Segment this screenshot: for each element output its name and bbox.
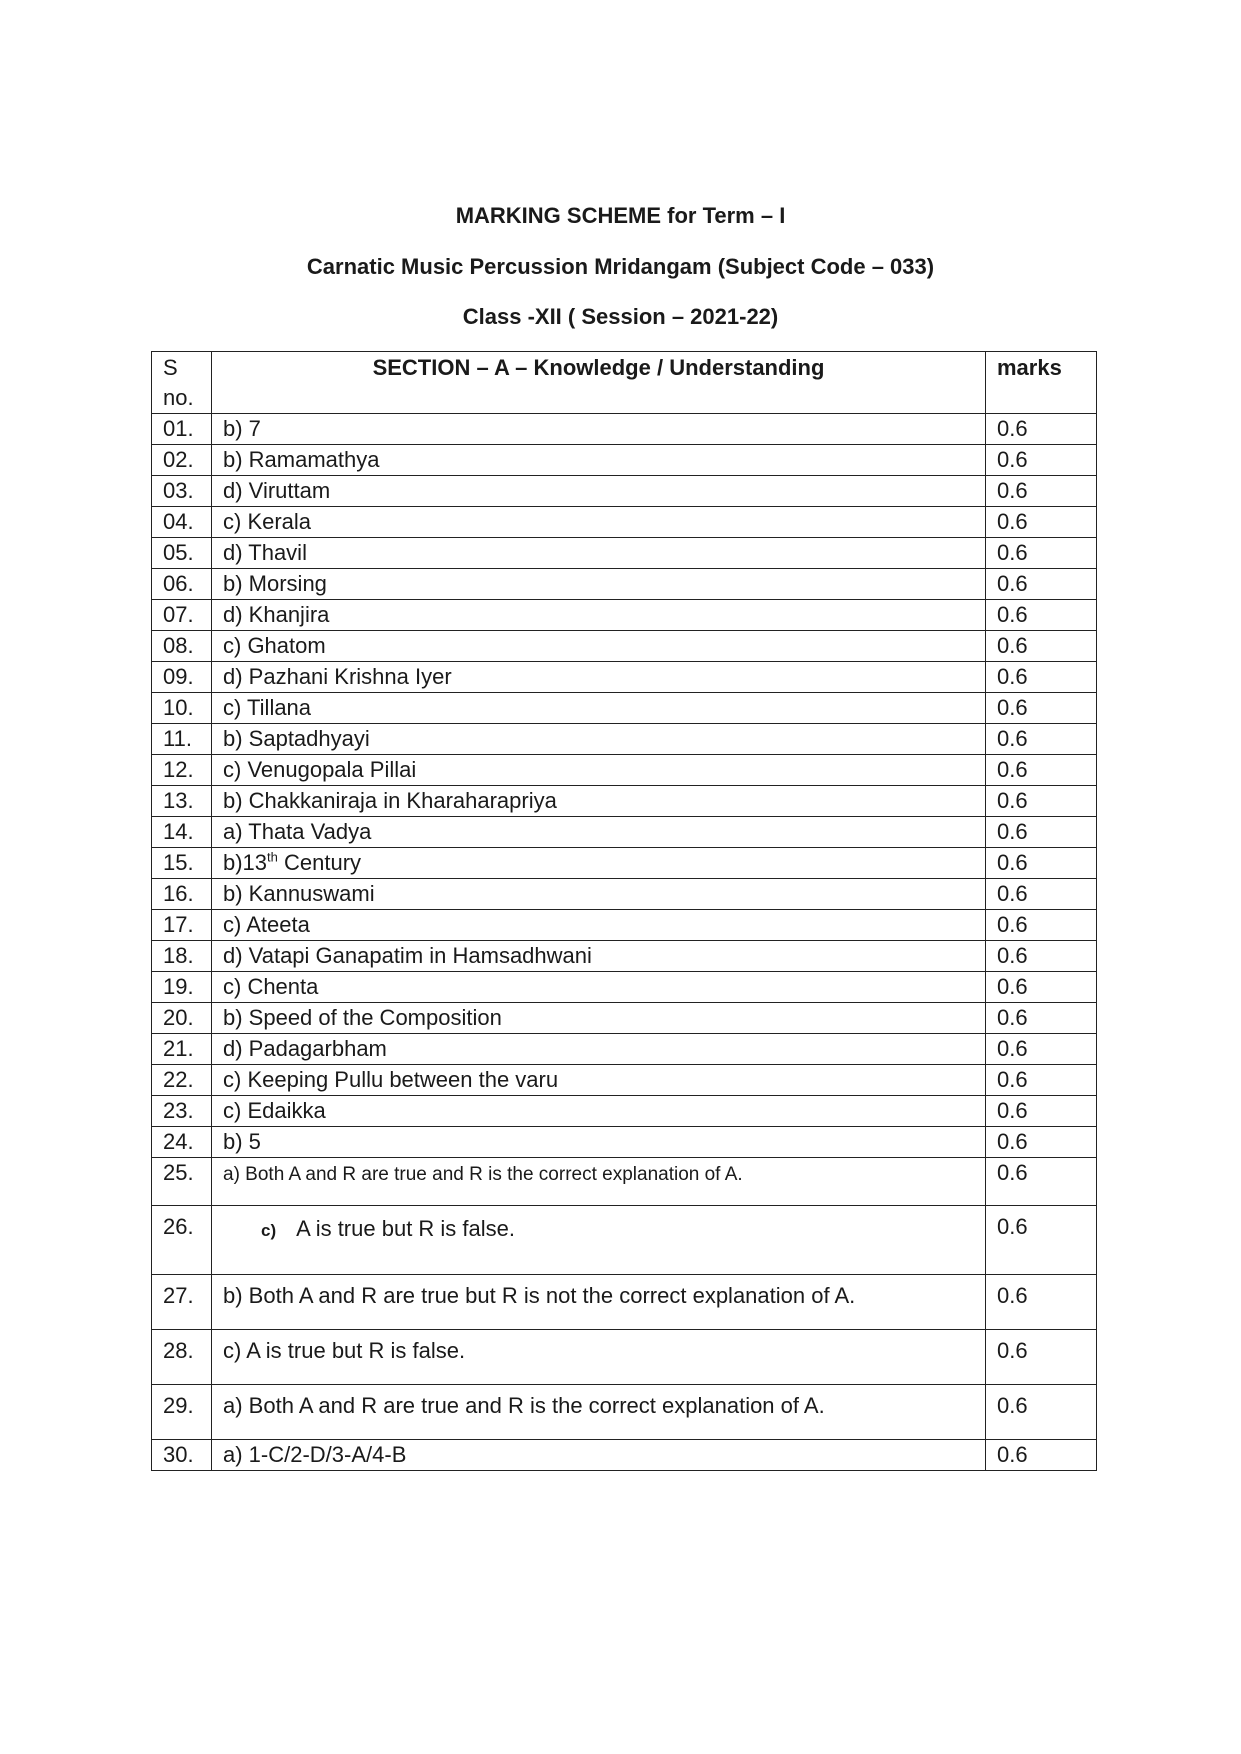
- question-number: 23.: [152, 1096, 212, 1127]
- marks-cell: 0.6: [986, 1065, 1097, 1096]
- answer-cell: [212, 569, 986, 600]
- answer-cell: [212, 693, 986, 724]
- marks-cell: 0.6: [986, 817, 1097, 848]
- marks-cell: 0.6: [986, 476, 1097, 507]
- marks-cell: 0.6: [986, 1440, 1097, 1471]
- answer-text: a) Both A and R are true and R is the correct explanation of A.: [223, 1164, 743, 1185]
- marking-scheme-table: [151, 351, 1097, 1471]
- marks-cell: 0.6: [986, 1158, 1097, 1206]
- table-row: [152, 1158, 1097, 1206]
- question-number: 02.: [152, 445, 212, 476]
- question-number: 10.: [152, 693, 212, 724]
- answer-text: b) Speed of the Composition: [223, 1005, 502, 1030]
- question-number: 05.: [152, 538, 212, 569]
- answer-cell: [212, 1127, 986, 1158]
- answer-text: b) Ramamathya: [223, 447, 380, 472]
- answer-cell: [212, 1330, 986, 1385]
- answer-cell: [212, 662, 986, 693]
- answer-cell: [212, 1034, 986, 1065]
- answer-cell: [212, 476, 986, 507]
- question-number: 24.: [152, 1127, 212, 1158]
- table-row: [152, 631, 1097, 662]
- document-subtitle: Carnatic Music Percussion Mridangam (Subject Code – 033): [306, 254, 935, 279]
- question-number: 01.: [152, 414, 212, 445]
- answer-text: c) Edaikka: [223, 1098, 326, 1123]
- question-number: 18.: [152, 941, 212, 972]
- question-number: 08.: [152, 631, 212, 662]
- table-row: [152, 1385, 1097, 1440]
- answer-cell: [212, 507, 986, 538]
- table-row: [152, 817, 1097, 848]
- question-number: 27.: [152, 1275, 212, 1330]
- marks-cell: 0.6: [986, 848, 1097, 879]
- answer-cell: [212, 941, 986, 972]
- table-row: [152, 1065, 1097, 1096]
- question-number: 16.: [152, 879, 212, 910]
- answer-superscript: th: [267, 849, 278, 865]
- answer-cell: [212, 1206, 986, 1275]
- answer-text: c) Chenta: [223, 974, 319, 999]
- answer-cell: [212, 414, 986, 445]
- answer-text: c) Keeping Pullu between the varu: [223, 1067, 559, 1092]
- answer-text: b)13: [223, 850, 268, 875]
- table-row: [152, 662, 1097, 693]
- question-number: 11.: [152, 724, 212, 755]
- marks-cell: 0.6: [986, 414, 1097, 445]
- answer-text: b) Both A and R are true but R is not the correct explanation of A.: [223, 1283, 856, 1308]
- table-row: [152, 1127, 1097, 1158]
- column-header-section: SECTION – A – Knowledge / Understanding: [212, 352, 986, 414]
- table-row: [152, 724, 1097, 755]
- answer-option-marker: c): [261, 1221, 277, 1240]
- marks-cell: 0.6: [986, 941, 1097, 972]
- answer-cell: [212, 972, 986, 1003]
- column-header-marks: marks: [986, 352, 1097, 414]
- answer-cell: [212, 538, 986, 569]
- marks-cell: 0.6: [986, 631, 1097, 662]
- marks-cell: 0.6: [986, 1034, 1097, 1065]
- marks-cell: 0.6: [986, 1096, 1097, 1127]
- answer-text: b) 5: [223, 1129, 261, 1154]
- table-row: [152, 1440, 1097, 1471]
- question-number: 03.: [152, 476, 212, 507]
- answer-text: c) Tillana: [223, 695, 312, 720]
- answer-text: d) Khanjira: [223, 602, 330, 627]
- marks-cell: 0.6: [986, 600, 1097, 631]
- table-row: [152, 1275, 1097, 1330]
- marks-cell: 0.6: [986, 569, 1097, 600]
- answer-text: d) Pazhani Krishna Iyer: [223, 664, 452, 689]
- question-number: 30.: [152, 1440, 212, 1471]
- answer-text: d) Vatapi Ganapatim in Hamsadhwani: [223, 943, 592, 968]
- answer-text: A is true but R is false.: [296, 1216, 515, 1241]
- marks-cell: 0.6: [986, 972, 1097, 1003]
- table-row: [152, 1096, 1097, 1127]
- table-row: [152, 1003, 1097, 1034]
- question-number: 21.: [152, 1034, 212, 1065]
- column-header-sno: S no.: [152, 352, 212, 414]
- table-row: [152, 910, 1097, 941]
- table-row: [152, 941, 1097, 972]
- answer-cell: [212, 1275, 986, 1330]
- answer-text: c) Venugopala Pillai: [223, 757, 417, 782]
- marks-cell: 0.6: [986, 910, 1097, 941]
- answer-text: d) Padagarbham: [223, 1036, 387, 1061]
- answer-cell: [212, 1440, 986, 1471]
- answer-cell: [212, 848, 986, 879]
- answer-cell: [212, 600, 986, 631]
- table-row: [152, 538, 1097, 569]
- answer-text: b) Chakkaniraja in Kharaharapriya: [223, 788, 557, 813]
- answer-text: d) Viruttam: [223, 478, 331, 503]
- marks-cell: 0.6: [986, 1003, 1097, 1034]
- marks-cell: 0.6: [986, 1127, 1097, 1158]
- marks-cell: 0.6: [986, 507, 1097, 538]
- class-session: Class -XII ( Session – 2021-22): [462, 304, 779, 329]
- question-number: 06.: [152, 569, 212, 600]
- answer-cell: [212, 879, 986, 910]
- answer-text: b) Kannuswami: [223, 881, 375, 906]
- question-number: 12.: [152, 755, 212, 786]
- answer-text: b) Morsing: [223, 571, 327, 596]
- table-header-row: [152, 352, 1097, 414]
- marks-cell: 0.6: [986, 755, 1097, 786]
- question-number: 09.: [152, 662, 212, 693]
- table-row: [152, 755, 1097, 786]
- question-number: 25.: [152, 1158, 212, 1206]
- answer-text: a) Thata Vadya: [223, 819, 372, 844]
- table-row: [152, 507, 1097, 538]
- answer-text: c) A is true but R is false.: [223, 1338, 466, 1363]
- answer-cell: [212, 755, 986, 786]
- table-row: [152, 1206, 1097, 1275]
- question-number: 26.: [152, 1206, 212, 1275]
- marks-cell: 0.6: [986, 445, 1097, 476]
- table-row: [152, 972, 1097, 1003]
- answer-cell: [212, 1096, 986, 1127]
- marks-cell: 0.6: [986, 1385, 1097, 1440]
- table-row: [152, 569, 1097, 600]
- table-row: [152, 445, 1097, 476]
- answer-cell: [212, 724, 986, 755]
- marks-cell: 0.6: [986, 538, 1097, 569]
- answer-text-suffix: Century: [277, 850, 362, 875]
- table-row: [152, 600, 1097, 631]
- answer-text: a) 1-C/2-D/3-A/4-B: [223, 1442, 407, 1467]
- answer-cell: [212, 786, 986, 817]
- answer-text: b) Saptadhyayi: [223, 726, 370, 751]
- question-number: 22.: [152, 1065, 212, 1096]
- table-row: [152, 786, 1097, 817]
- question-number: 15.: [152, 848, 212, 879]
- question-number: 17.: [152, 910, 212, 941]
- question-number: 14.: [152, 817, 212, 848]
- marks-cell: 0.6: [986, 662, 1097, 693]
- marks-cell: 0.6: [986, 1275, 1097, 1330]
- marks-cell: 0.6: [986, 786, 1097, 817]
- answer-text: a) Both A and R are true and R is the correct explanation of A.: [223, 1393, 825, 1418]
- document-title: MARKING SCHEME for Term – I: [455, 203, 786, 228]
- answer-cell: [212, 1158, 986, 1206]
- answer-cell: [212, 631, 986, 662]
- answer-cell: [212, 1065, 986, 1096]
- question-number: 04.: [152, 507, 212, 538]
- question-number: 13.: [152, 786, 212, 817]
- marks-cell: 0.6: [986, 693, 1097, 724]
- table-row: [152, 848, 1097, 879]
- answer-text: c) Ghatom: [223, 633, 326, 658]
- table-row: [152, 476, 1097, 507]
- answer-cell: [212, 1385, 986, 1440]
- table-row: [152, 879, 1097, 910]
- question-number: 19.: [152, 972, 212, 1003]
- question-number: 07.: [152, 600, 212, 631]
- question-number: 20.: [152, 1003, 212, 1034]
- marks-cell: 0.6: [986, 1330, 1097, 1385]
- table-row: [152, 1330, 1097, 1385]
- answer-cell: [212, 817, 986, 848]
- marks-cell: 0.6: [986, 1206, 1097, 1275]
- question-number: 28.: [152, 1330, 212, 1385]
- table-row: [152, 693, 1097, 724]
- answer-cell: [212, 910, 986, 941]
- answer-cell: [212, 1003, 986, 1034]
- table-row: [152, 414, 1097, 445]
- marks-cell: 0.6: [986, 724, 1097, 755]
- answer-text: d) Thavil: [223, 540, 307, 565]
- answer-cell: [212, 445, 986, 476]
- answer-text: c) Ateeta: [223, 912, 310, 937]
- answer-text: b) 7: [223, 416, 261, 441]
- question-number: 29.: [152, 1385, 212, 1440]
- answer-text: c) Kerala: [223, 509, 312, 534]
- marks-cell: 0.6: [986, 879, 1097, 910]
- table-row: [152, 1034, 1097, 1065]
